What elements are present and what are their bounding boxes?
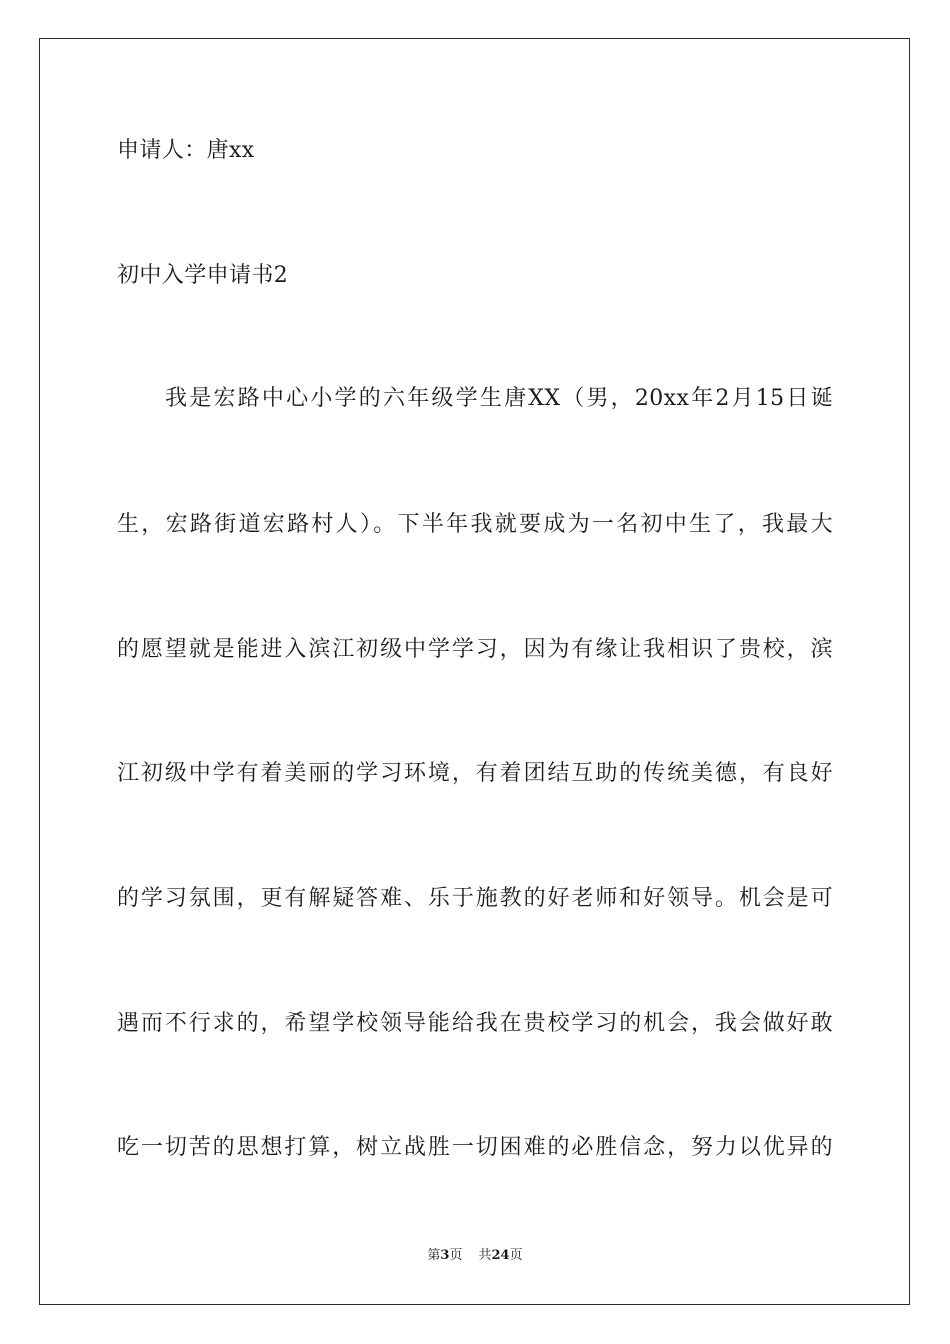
section-title: 初中入学申请书2 <box>117 263 289 288</box>
total-suffix: 页 <box>509 1248 523 1263</box>
paragraph-line-7: 吃一切苦的思想打算，树立战胜一切困难的必胜信念，努力以优异的 <box>117 1135 833 1160</box>
page-number: 3 <box>440 1248 450 1263</box>
total-pages: 24 <box>491 1248 510 1263</box>
paragraph-line-3: 的愿望就是能进入滨江初级中学学习，因为有缘让我相识了贵校，滨 <box>117 637 833 662</box>
paragraph-line-1: 我是宏路中心小学的六年级学生唐XX（男，20xx年2月15日诞 <box>165 386 833 411</box>
page-prefix: 第 <box>427 1248 441 1263</box>
page-border <box>39 38 910 1305</box>
paragraph-line-6: 遇而不行求的，希望学校领导能给我在贵校学习的机会，我会做好敢 <box>117 1011 833 1036</box>
applicant-line: 申请人：唐xx <box>117 138 255 163</box>
paragraph-line-2: 生，宏路街道宏路村人）。下半年我就要成为一名初中生了，我最大 <box>117 512 833 537</box>
total-prefix: 共 <box>478 1248 492 1263</box>
page-suffix: 页 <box>449 1248 463 1263</box>
page-footer <box>0 1247 950 1265</box>
paragraph-line-4: 江初级中学有着美丽的学习环境，有着团结互助的传统美德，有良好 <box>117 761 833 786</box>
paragraph-line-5: 的学习氛围，更有解疑答难、乐于施教的好老师和好领导。机会是可 <box>117 886 833 911</box>
